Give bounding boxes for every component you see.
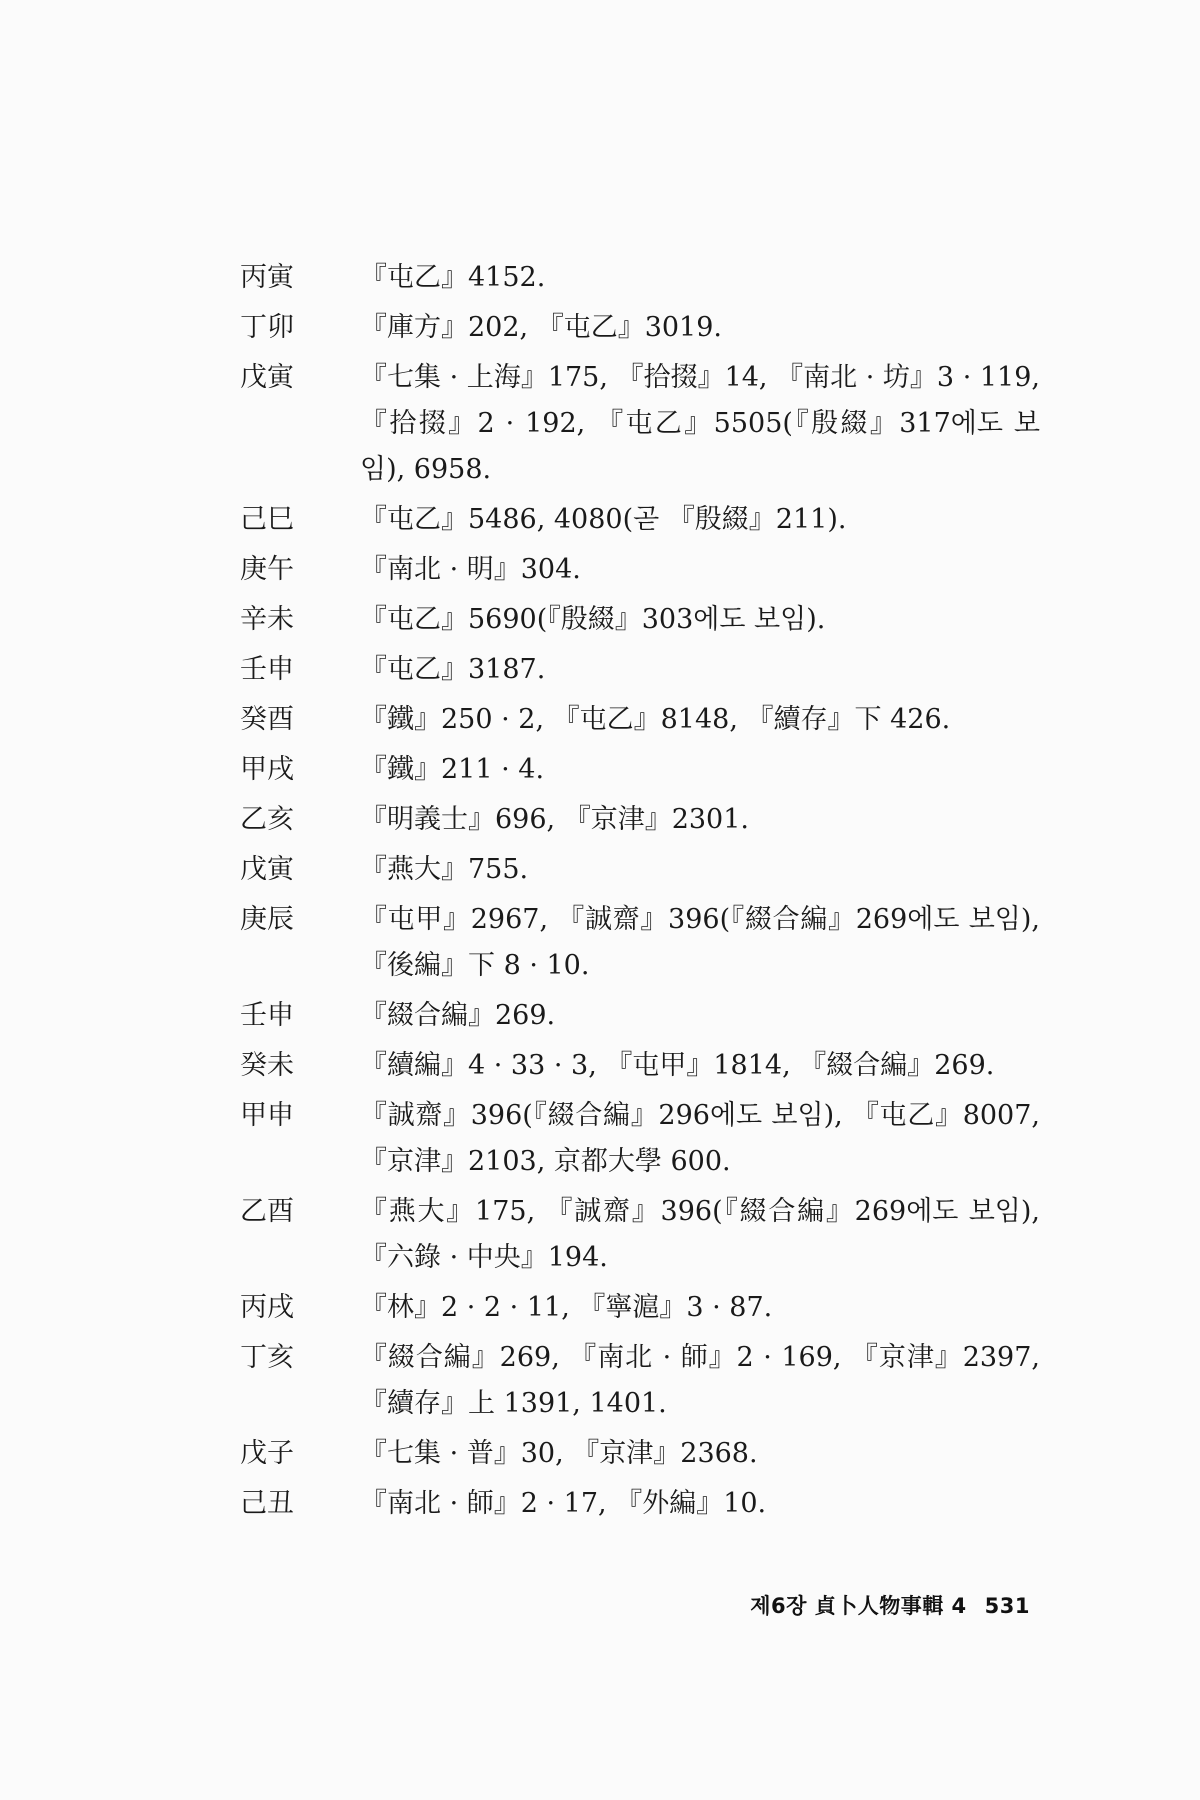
entry-date: 丙戌 (240, 1292, 294, 1323)
entry-references: 『屯乙』3187. (360, 654, 546, 685)
entry-references: 『屯甲』2967, 『誠齋』396(『綴合編』269에도 보임), 『後編』下 8 · 10. (360, 904, 1040, 981)
entry-date: 壬申 (240, 654, 294, 685)
list-item (240, 1285, 1040, 1331)
list-item (240, 647, 1040, 693)
entry-references: 『燕大』175, 『誠齋』396(『綴合編』269에도 보임), 『六錄 · 中央』194. (360, 1196, 1040, 1273)
entry-date: 庚辰 (240, 904, 294, 935)
list-item (240, 255, 1040, 301)
entry-references: 『南北 · 明』304. (360, 554, 581, 585)
entry-references: 『林』2 · 2 · 11, 『寧滬』3 · 87. (360, 1292, 773, 1323)
entry-references: 『綴合編』269, 『南北 · 師』2 · 169, 『京津』2397, 『續存』上 1391, 1401. (360, 1342, 1040, 1419)
entry-references: 『綴合編』269. (360, 1000, 556, 1031)
entry-date: 己巳 (240, 504, 294, 535)
list-item (240, 1093, 1040, 1185)
list-item (240, 597, 1040, 643)
entry-references: 『屯乙』5690(『殷綴』303에도 보임). (360, 604, 826, 635)
entry-references: 『鐵』211 · 4. (360, 754, 545, 785)
entry-date: 甲戌 (240, 754, 294, 785)
entry-references: 『七集 · 普』30, 『京津』2368. (360, 1438, 758, 1469)
entry-date: 丙寅 (240, 262, 294, 293)
entry-references: 『屯乙』5486, 4080(곧 『殷綴』211). (360, 504, 847, 535)
list-item (240, 993, 1040, 1039)
list-item (240, 847, 1040, 893)
list-item (240, 797, 1040, 843)
entry-date: 癸未 (240, 1050, 294, 1081)
list-item (240, 1481, 1040, 1527)
list-item (240, 547, 1040, 593)
entry-list (240, 255, 1040, 1531)
entry-date: 癸酉 (240, 704, 294, 735)
list-item (240, 497, 1040, 543)
list-item (240, 747, 1040, 793)
list-item (240, 697, 1040, 743)
entry-date: 戊子 (240, 1438, 294, 1469)
list-item (240, 897, 1040, 989)
entry-references: 『鐵』250 · 2, 『屯乙』8148, 『續存』下 426. (360, 704, 951, 735)
entry-date: 乙亥 (240, 804, 294, 835)
entry-date: 丁卯 (240, 312, 294, 343)
entry-date: 乙酉 (240, 1196, 294, 1227)
page-number: 531 (984, 1594, 1030, 1618)
entry-references: 『誠齋』396(『綴合編』296에도 보임), 『屯乙』8007, 『京津』2103, 京都大學 600. (360, 1100, 1040, 1177)
page-footer (750, 1590, 1030, 1620)
entry-references: 『明義士』696, 『京津』2301. (360, 804, 749, 835)
chapter-title: 제6장 貞卜人物事輯 4 (750, 1594, 967, 1618)
entry-references: 『續編』4 · 33 · 3, 『屯甲』1814, 『綴合編』269. (360, 1050, 995, 1081)
entry-date: 戊寅 (240, 854, 294, 885)
entry-references: 『南北 · 師』2 · 17, 『外編』10. (360, 1488, 767, 1519)
entry-date: 戊寅 (240, 362, 294, 393)
entry-references: 『庫方』202, 『屯乙』3019. (360, 312, 722, 343)
entry-date: 辛未 (240, 604, 294, 635)
list-item (240, 305, 1040, 351)
entry-references: 『七集 · 上海』175, 『拾掇』14, 『南北 · 坊』3 · 119, 『拾掇』2 · 192, 『屯乙』5505(『殷綴』317에도 보임), 6958. (360, 362, 1040, 485)
entry-date: 庚午 (240, 554, 294, 585)
entry-date: 壬申 (240, 1000, 294, 1031)
entry-references: 『屯乙』4152. (360, 262, 546, 293)
list-item (240, 1189, 1040, 1281)
list-item (240, 355, 1040, 493)
list-item (240, 1043, 1040, 1089)
list-item (240, 1431, 1040, 1477)
entry-date: 己丑 (240, 1488, 294, 1519)
list-item (240, 1335, 1040, 1427)
entry-date: 丁亥 (240, 1342, 294, 1373)
entry-references: 『燕大』755. (360, 854, 529, 885)
entry-date: 甲申 (240, 1100, 294, 1131)
